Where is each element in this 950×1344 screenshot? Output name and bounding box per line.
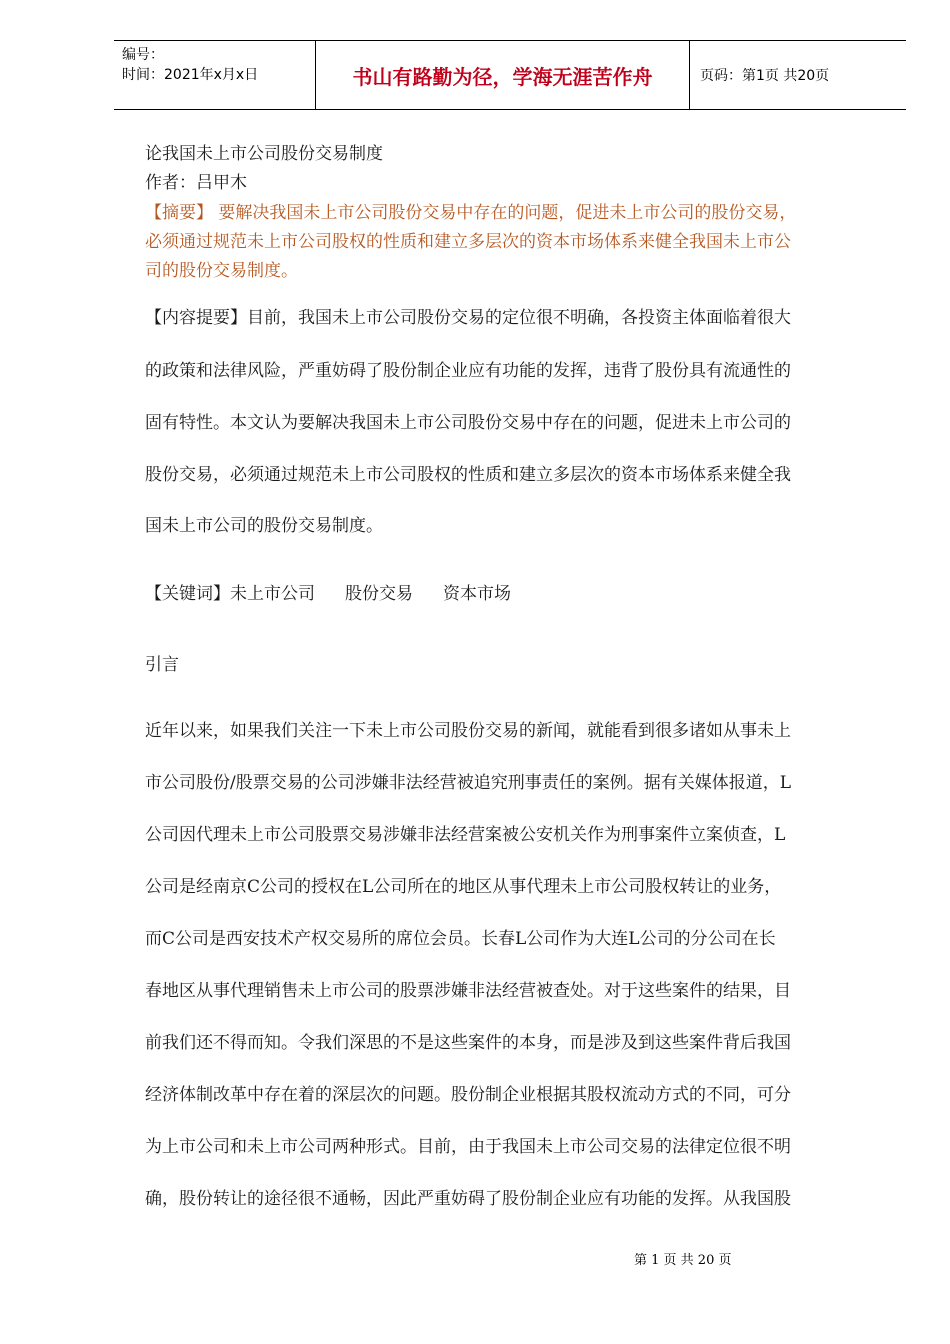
abstract-line: 必须通过规范未上市公司股权的性质和建立多层次的资本市场体系来健全我国未上市公 bbox=[145, 232, 791, 252]
keyword: 股份交易 bbox=[345, 584, 413, 604]
body-line: 近年以来，如果我们关注一下未上市公司股份交易的新闻，就能看到很多诸如从事未上 bbox=[145, 721, 791, 741]
abstract-line: 【摘要】 要解决我国未上市公司股份交易中存在的问题，促进未上市公司的股份交易， bbox=[145, 203, 797, 223]
header-page-info: 页码：第1页 共20页 bbox=[700, 68, 830, 84]
summary-line: 国未上市公司的股份交易制度。 bbox=[145, 516, 383, 536]
intro-heading: 引言 bbox=[145, 655, 179, 675]
body-line: 公司是经南京C公司的授权在L公司所在的地区从事代理未上市公司股权转让的业务， bbox=[145, 877, 782, 897]
body-line: 公司因代理未上市公司股票交易涉嫌非法经营案被公安机关作为刑事案件立案侦查，L bbox=[145, 825, 786, 845]
article-author: 作者：吕甲木 bbox=[145, 173, 247, 193]
summary-line: 固有特性。本文认为要解决我国未上市公司股份交易中存在的问题，促进未上市公司的 bbox=[145, 413, 791, 433]
body-line: 市公司股份/股票交易的公司涉嫌非法经营被追究刑事责任的案例。据有关媒体报道，L bbox=[145, 773, 792, 793]
body-line: 确，股份转让的途径很不通畅，因此严重妨碍了股份制企业应有功能的发挥。从我国股 bbox=[145, 1189, 791, 1209]
header-meta-cell bbox=[114, 41, 316, 109]
abstract-line: 司的股份交易制度。 bbox=[145, 261, 298, 281]
body-line: 为上市公司和未上市公司两种形式。目前，由于我国未上市公司交易的法律定位很不明 bbox=[145, 1137, 791, 1157]
summary-line: 股份交易，必须通过规范未上市公司股权的性质和建立多层次的资本市场体系来健全我 bbox=[145, 465, 791, 485]
article-title: 论我国未上市公司股份交易制度 bbox=[145, 144, 383, 164]
keyword: 未上市公司 bbox=[230, 584, 315, 604]
body-line: 经济体制改革中存在着的深层次的问题。股份制企业根据其股权流动方式的不同，可分 bbox=[145, 1085, 791, 1105]
number-label: 编号： bbox=[122, 47, 164, 63]
body-line: 而C公司是西安技术产权交易所的席位会员。长春L公司作为大连L公司的分公司在长 bbox=[145, 929, 776, 949]
time-label: 时间：2021年x月x日 bbox=[122, 67, 259, 83]
keyword: 资本市场 bbox=[443, 584, 511, 604]
page-footer: 第 1 页 共 20 页 bbox=[634, 1253, 732, 1268]
body-line: 前我们还不得而知。令我们深思的不是这些案件的本身，而是涉及到这些案件背后我国 bbox=[145, 1033, 791, 1053]
header-motto: 书山有路勤为径，学海无涯苦作舟 bbox=[316, 41, 690, 109]
header-table bbox=[114, 40, 906, 110]
keywords-line bbox=[145, 579, 511, 604]
keywords-label: 【关键词】 bbox=[145, 584, 230, 604]
summary-line: 的政策和法律风险，严重妨碍了股份制企业应有功能的发挥，违背了股份具有流通性的 bbox=[145, 361, 791, 381]
body-line: 春地区从事代理销售未上市公司的股票涉嫌非法经营被查处。对于这些案件的结果，目 bbox=[145, 981, 791, 1001]
summary-line: 【内容提要】目前，我国未上市公司股份交易的定位很不明确，各投资主体面临着很大 bbox=[145, 308, 791, 328]
